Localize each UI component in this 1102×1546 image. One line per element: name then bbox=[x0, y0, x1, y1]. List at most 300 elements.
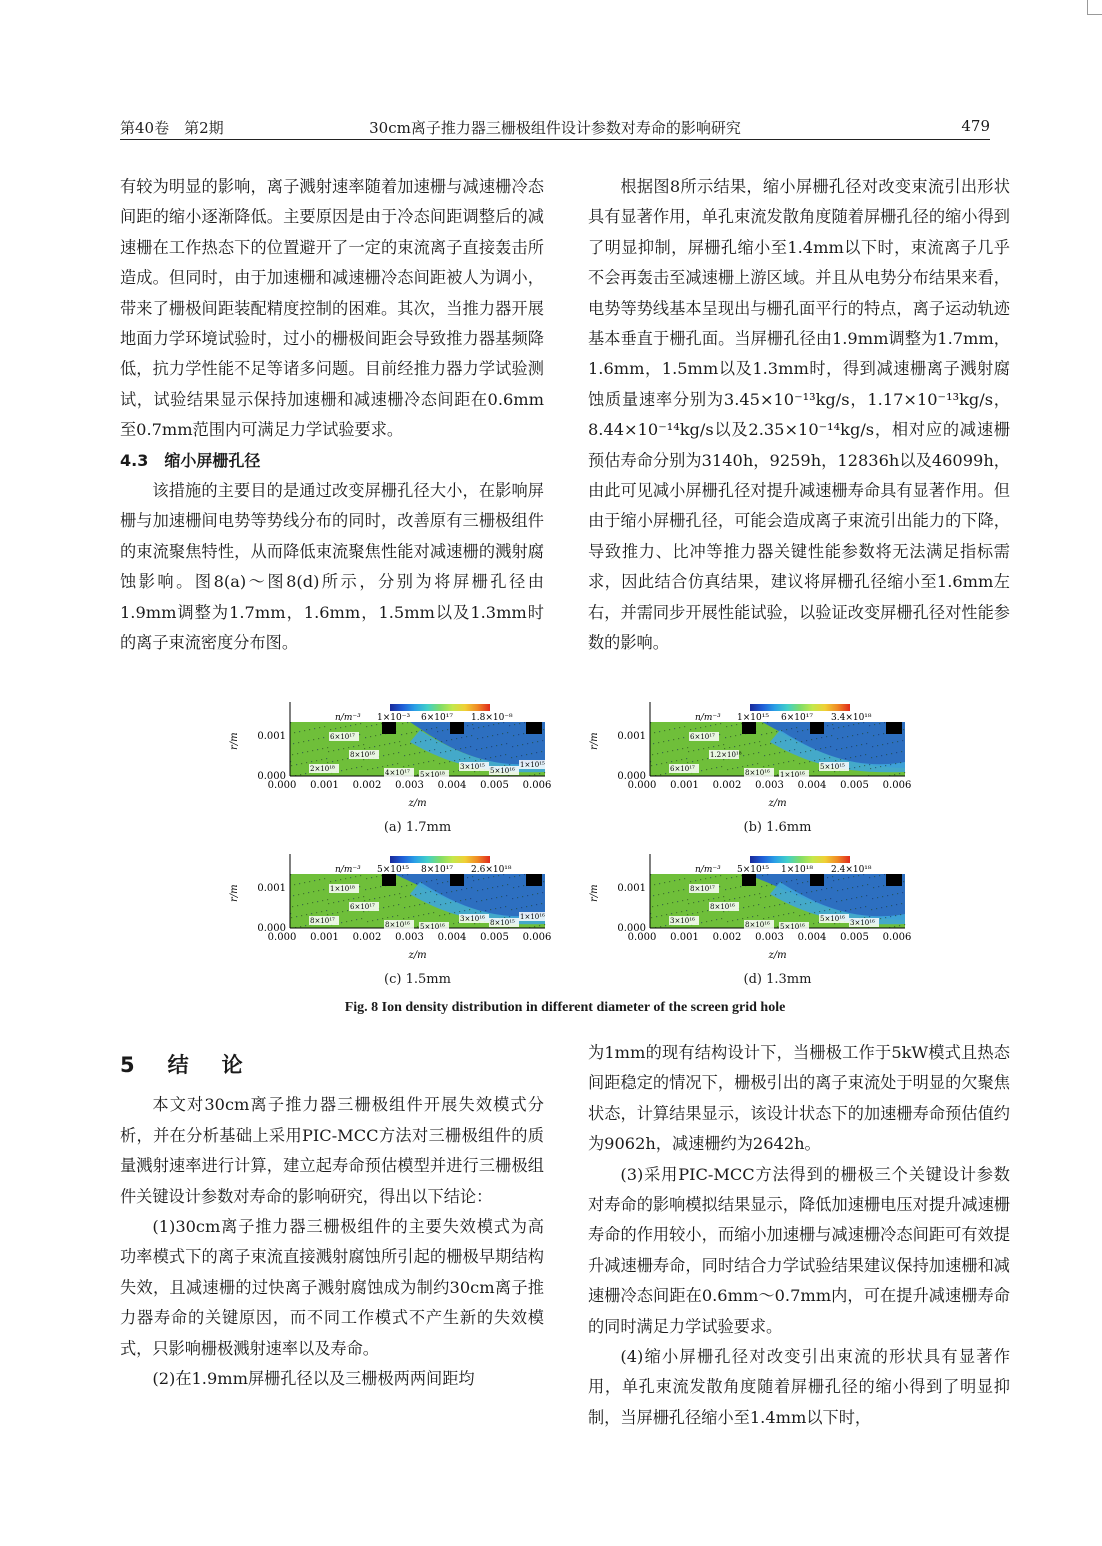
x-tick-label: 0.001 bbox=[310, 932, 339, 943]
particle-dot bbox=[483, 726, 484, 727]
particle-dot bbox=[763, 918, 764, 919]
particle-dot bbox=[488, 877, 489, 878]
particle-dot bbox=[364, 748, 365, 749]
x-tick-label: 0.005 bbox=[840, 780, 869, 791]
particle-dot bbox=[841, 748, 842, 749]
y-axis-label: r/m bbox=[589, 732, 600, 750]
particle-dot bbox=[403, 766, 404, 767]
particle-dot bbox=[762, 723, 763, 724]
particle-dot bbox=[851, 746, 852, 747]
particle-dot bbox=[867, 884, 868, 885]
particle-dot bbox=[437, 883, 438, 884]
particle-dot bbox=[832, 876, 833, 877]
particle-dot bbox=[901, 751, 902, 752]
particle-dot bbox=[729, 747, 730, 748]
particle-dot bbox=[866, 743, 867, 744]
particle-dot bbox=[413, 916, 414, 917]
particle-dot bbox=[511, 757, 512, 758]
particle-dot bbox=[735, 887, 736, 888]
particle-dot bbox=[683, 889, 684, 890]
paragraph: 有较为明显的影响，离子溅射速率随着加速栅与减速栅冷态间距的缩小逐渐降低。主要原因是由于冷态间距调整后的减速栅在工作热态下的位置避开了一定的束流离子直接轰击所造成。但同时，由于加速栅和减速栅冷态间距被人为调小，带来了栅极间距装配精度控制的困难。其次，当推力器开展地面力学环境试验时，过小的栅极间距会导致推力器基频降低，抗力学性能不足等诸多问题。目前经推力器力学试验测试，试验结果显示保持加速栅和减速栅冷态间距在0.6mm至0.7mm范围内可满足力学试验要求。 bbox=[120, 177, 544, 440]
particle-dot bbox=[899, 925, 900, 926]
particle-dot bbox=[713, 898, 714, 899]
particle-dot bbox=[788, 913, 789, 914]
contour-label: 6×10¹⁷ bbox=[690, 733, 715, 741]
screen-grid-block bbox=[382, 722, 396, 734]
particle-dot bbox=[665, 773, 666, 774]
particle-dot bbox=[748, 754, 749, 755]
particle-dot bbox=[860, 755, 861, 756]
particle-dot bbox=[698, 901, 699, 902]
figure-caption: Fig. 8 Ion density distribution in different diameter of the screen grid hole bbox=[344, 1000, 786, 1015]
contour-label: 5×10¹⁵ bbox=[820, 763, 845, 771]
contour-label: 8×10¹⁶ bbox=[710, 903, 735, 911]
particle-dot bbox=[895, 763, 896, 764]
particle-dot bbox=[322, 900, 323, 901]
particle-dot bbox=[664, 730, 665, 731]
particle-dot bbox=[693, 750, 694, 751]
particle-dot bbox=[431, 880, 432, 881]
particle-dot bbox=[824, 758, 825, 759]
particle-dot bbox=[475, 760, 476, 761]
particle-dot bbox=[900, 762, 901, 763]
paragraph: 根据图8所示结果，缩小屏栅孔径对改变束流引出形状具有显著作用，单孔束流发散角度随着屏栅孔径的缩小得到了明显抑制，屏栅孔缩小至1.4mm以下时，束流离子几乎不会再轰击至减速栅上游区域。并且从电势分布结果来看，电势等势线基本呈现出与栅孔面平行的特点，离子运动轨迹基本垂直于栅孔面。当屏栅孔径由1.9mm调整为1.7mm，1.6mm，1.5mm以及1.3mm时，得到减速栅离子溅射腐蚀质量速率分别为3.45×10⁻¹³kg/s，1.17×10⁻¹³kg/s，8.44×10⁻¹⁴kg/s以及2.35×10⁻¹⁴kg/s，相对应的减速栅预估寿命分别为3140h，9259h，12836h以及46099h，由此可见减小屏栅孔径对提升减速栅寿命具有显著作用。但由于缩小屏栅孔径，可能会造成离子束流引出能力的下降，导致推力、比冲等推力器关键性能参数将无法满足指标需求，因此结合仿真结果，建议将屏栅孔径缩小至1.6mm左右，并需同步开展性能试验，以验证改变屏栅孔径对性能参数的影响。 bbox=[588, 177, 1010, 653]
particle-dot bbox=[420, 893, 421, 894]
journal-volume: 第40卷 第2期 bbox=[120, 119, 224, 137]
particle-dot bbox=[656, 916, 657, 917]
particle-dot bbox=[672, 750, 673, 751]
particle-dot bbox=[488, 725, 489, 726]
particle-dot bbox=[656, 764, 657, 765]
particle-dot bbox=[824, 910, 825, 911]
particle-dot bbox=[776, 731, 777, 732]
particle-dot bbox=[853, 724, 854, 725]
particle-dot bbox=[837, 738, 838, 739]
particle-dot bbox=[729, 899, 730, 900]
particle-dot bbox=[450, 750, 451, 751]
particle-dot bbox=[719, 734, 720, 735]
particle-dot bbox=[405, 744, 406, 745]
particle-dot bbox=[725, 889, 726, 890]
particle-dot bbox=[307, 903, 308, 904]
particle-dot bbox=[522, 896, 523, 897]
contour-label: 1×10¹⁶ bbox=[780, 771, 805, 779]
contour-label: 5×10¹⁶ bbox=[490, 767, 515, 775]
particle-dot bbox=[541, 751, 542, 752]
particle-dot bbox=[451, 891, 452, 892]
particle-dot bbox=[498, 875, 499, 876]
x-tick-label: 0.001 bbox=[310, 780, 339, 791]
particle-dot bbox=[690, 729, 691, 730]
particle-dot bbox=[719, 886, 720, 887]
colorbar-label: n/m⁻³ bbox=[695, 865, 721, 875]
particle-dot bbox=[303, 741, 304, 742]
particle-dot bbox=[668, 740, 669, 741]
x-tick-label: 0.002 bbox=[712, 780, 742, 791]
particle-dot bbox=[363, 911, 364, 912]
particle-dot bbox=[293, 895, 294, 896]
particle-dot bbox=[805, 903, 806, 904]
particle-dot bbox=[517, 745, 518, 746]
particle-dot bbox=[301, 763, 302, 764]
particle-dot bbox=[748, 906, 749, 907]
particle-dot bbox=[860, 907, 861, 908]
particle-dot bbox=[491, 898, 492, 899]
particle-dot bbox=[526, 906, 527, 907]
particle-dot bbox=[332, 913, 333, 914]
particle-dot bbox=[382, 766, 383, 767]
particle-dot bbox=[328, 903, 329, 904]
particle-dot bbox=[671, 761, 672, 762]
particle-dot bbox=[826, 888, 827, 889]
y-axis-label: r/m bbox=[589, 884, 600, 902]
colorbar-label: 6×10¹⁷ bbox=[421, 713, 453, 723]
particle-dot bbox=[708, 747, 709, 748]
particle-dot bbox=[519, 723, 520, 724]
particle-dot bbox=[796, 879, 797, 880]
particle-dot bbox=[496, 897, 497, 898]
particle-dot bbox=[819, 911, 820, 912]
particle-dot bbox=[835, 760, 836, 761]
particle-dot bbox=[663, 893, 664, 894]
contour-label: 8×10¹⁶ bbox=[350, 751, 375, 759]
particle-dot bbox=[394, 894, 395, 895]
particle-dot bbox=[338, 901, 339, 902]
particle-dot bbox=[415, 742, 416, 743]
particle-dot bbox=[324, 726, 325, 727]
particle-dot bbox=[849, 768, 850, 769]
particle-dot bbox=[372, 920, 373, 921]
particle-dot bbox=[296, 916, 297, 917]
particle-dot bbox=[723, 896, 724, 897]
particle-dot bbox=[665, 925, 666, 926]
particle-dot bbox=[815, 901, 816, 902]
particle-dot bbox=[516, 908, 517, 909]
particle-dot bbox=[743, 907, 744, 908]
particle-dot bbox=[491, 746, 492, 747]
particle-dot bbox=[776, 883, 777, 884]
particle-dot bbox=[667, 903, 668, 904]
particle-dot bbox=[677, 901, 678, 902]
particle-dot bbox=[672, 902, 673, 903]
particle-dot bbox=[383, 755, 384, 756]
particle-dot bbox=[736, 724, 737, 725]
particle-dot bbox=[827, 877, 828, 878]
particle-dot bbox=[492, 887, 493, 888]
particle-dot bbox=[903, 881, 904, 882]
colorbar-label: 6×10¹⁷ bbox=[781, 713, 813, 723]
particle-dot bbox=[666, 762, 667, 763]
particle-dot bbox=[353, 898, 354, 899]
particle-dot bbox=[678, 890, 679, 891]
particle-dot bbox=[869, 725, 870, 726]
particle-dot bbox=[417, 926, 418, 927]
particle-dot bbox=[843, 878, 844, 879]
contour-label: 6×10¹⁷ bbox=[350, 903, 375, 911]
particle-dot bbox=[347, 910, 348, 911]
particle-dot bbox=[314, 880, 315, 881]
particle-dot bbox=[892, 894, 893, 895]
particle-dot bbox=[847, 736, 848, 737]
particle-dot bbox=[398, 904, 399, 905]
x-tick-label: 0.004 bbox=[437, 780, 467, 791]
particle-dot bbox=[810, 902, 811, 903]
particle-dot bbox=[536, 752, 537, 753]
particle-dot bbox=[435, 890, 436, 891]
particle-dot bbox=[726, 878, 727, 879]
particle-dot bbox=[708, 899, 709, 900]
particle-dot bbox=[292, 906, 293, 907]
y-tick-label: 0.001 bbox=[257, 731, 286, 742]
particle-dot bbox=[470, 898, 471, 899]
particle-dot bbox=[304, 882, 305, 883]
particle-dot bbox=[518, 886, 519, 887]
particle-dot bbox=[660, 926, 661, 927]
particle-dot bbox=[658, 894, 659, 895]
particle-dot bbox=[477, 890, 478, 891]
particle-dot bbox=[874, 876, 875, 877]
y-tick-label: 0.000 bbox=[617, 923, 646, 934]
right-column-top bbox=[588, 172, 1010, 659]
particle-dot bbox=[501, 896, 502, 897]
particle-dot bbox=[830, 746, 831, 747]
particle-dot bbox=[891, 905, 892, 906]
particle-dot bbox=[505, 754, 506, 755]
particle-dot bbox=[532, 894, 533, 895]
particle-dot bbox=[861, 744, 862, 745]
particle-dot bbox=[342, 911, 343, 912]
colorbar-label: n/m⁻³ bbox=[695, 713, 721, 723]
particle-dot bbox=[411, 732, 412, 733]
particle-dot bbox=[326, 758, 327, 759]
particle-dot bbox=[883, 885, 884, 886]
particle-dot bbox=[875, 767, 876, 768]
particle-dot bbox=[890, 764, 891, 765]
particle-dot bbox=[513, 887, 514, 888]
particle-dot bbox=[687, 747, 688, 748]
particle-dot bbox=[377, 767, 378, 768]
particle-dot bbox=[687, 914, 688, 915]
particle-dot bbox=[293, 743, 294, 744]
particle-dot bbox=[806, 892, 807, 893]
particle-dot bbox=[855, 908, 856, 909]
particle-dot bbox=[296, 764, 297, 765]
particle-dot bbox=[323, 889, 324, 890]
running-header bbox=[120, 117, 990, 140]
particle-dot bbox=[343, 900, 344, 901]
particle-dot bbox=[542, 740, 543, 741]
particle-dot bbox=[821, 737, 822, 738]
particle-dot bbox=[449, 761, 450, 762]
particle-dot bbox=[361, 918, 362, 919]
particle-dot bbox=[676, 912, 677, 913]
particle-dot bbox=[764, 907, 765, 908]
particle-dot bbox=[777, 774, 778, 775]
particle-dot bbox=[758, 752, 759, 753]
particle-dot bbox=[687, 899, 688, 900]
particle-dot bbox=[857, 886, 858, 887]
particle-dot bbox=[657, 905, 658, 906]
particle-dot bbox=[532, 742, 533, 743]
particle-dot bbox=[493, 876, 494, 877]
particle-dot bbox=[682, 748, 683, 749]
particle-dot bbox=[677, 749, 678, 750]
particle-dot bbox=[766, 885, 767, 886]
particle-dot bbox=[299, 883, 300, 884]
particle-dot bbox=[524, 722, 525, 723]
particle-dot bbox=[876, 756, 877, 757]
paragraph: (2)在1.9mm屏栅孔径以及三栅极两两间距均 bbox=[152, 1369, 475, 1389]
particle-dot bbox=[667, 751, 668, 752]
particle-dot bbox=[702, 759, 703, 760]
particle-dot bbox=[367, 769, 368, 770]
particle-dot bbox=[904, 772, 905, 773]
particle-dot bbox=[372, 768, 373, 769]
particle-dot bbox=[698, 749, 699, 750]
particle-dot bbox=[402, 875, 403, 876]
particle-dot bbox=[781, 882, 782, 883]
particle-dot bbox=[813, 771, 814, 772]
particle-dot bbox=[347, 758, 348, 759]
particle-dot bbox=[485, 910, 486, 911]
particle-dot bbox=[902, 740, 903, 741]
particle-dot bbox=[838, 879, 839, 880]
particle-dot bbox=[774, 753, 775, 754]
particle-dot bbox=[678, 738, 679, 739]
particle-dot bbox=[436, 727, 437, 728]
particle-dot bbox=[360, 723, 361, 724]
particle-dot bbox=[780, 893, 781, 894]
particle-dot bbox=[797, 731, 798, 732]
particle-dot bbox=[351, 768, 352, 769]
particle-dot bbox=[426, 729, 427, 730]
particle-dot bbox=[309, 729, 310, 730]
particle-dot bbox=[758, 904, 759, 905]
subfigure-caption: (c) 1.5mm bbox=[384, 972, 451, 987]
particle-dot bbox=[308, 892, 309, 893]
particle-dot bbox=[807, 729, 808, 730]
colorbar bbox=[390, 704, 490, 711]
particle-dot bbox=[388, 906, 389, 907]
particle-dot bbox=[312, 750, 313, 751]
particle-dot bbox=[706, 769, 707, 770]
particle-dot bbox=[663, 741, 664, 742]
particle-dot bbox=[472, 876, 473, 877]
particle-dot bbox=[711, 920, 712, 921]
x-tick-label: 0.003 bbox=[395, 932, 424, 943]
particle-dot bbox=[363, 759, 364, 760]
particle-dot bbox=[318, 738, 319, 739]
particle-dot bbox=[341, 770, 342, 771]
particle-dot bbox=[456, 738, 457, 739]
particle-dot bbox=[379, 745, 380, 746]
particle-dot bbox=[471, 887, 472, 888]
particle-dot bbox=[423, 762, 424, 763]
x-tick-label: 0.000 bbox=[267, 780, 297, 791]
particle-dot bbox=[502, 733, 503, 734]
particle-dot bbox=[319, 879, 320, 880]
decel-grid-block bbox=[886, 722, 902, 734]
particle-dot bbox=[451, 739, 452, 740]
particle-dot bbox=[786, 881, 787, 882]
particle-dot bbox=[298, 894, 299, 895]
particle-dot bbox=[832, 724, 833, 725]
particle-dot bbox=[364, 900, 365, 901]
particle-dot bbox=[795, 738, 796, 739]
particle-dot bbox=[401, 886, 402, 887]
particle-dot bbox=[740, 734, 741, 735]
particle-dot bbox=[478, 727, 479, 728]
particle-dot bbox=[873, 887, 874, 888]
particle-dot bbox=[883, 733, 884, 734]
x-axis-label: z/m bbox=[408, 798, 427, 809]
particle-dot bbox=[705, 878, 706, 879]
particle-dot bbox=[887, 743, 888, 744]
particle-dot bbox=[894, 774, 895, 775]
x-axis-label: z/m bbox=[768, 950, 787, 961]
particle-dot bbox=[705, 726, 706, 727]
particle-dot bbox=[727, 769, 728, 770]
particle-dot bbox=[441, 893, 442, 894]
particle-dot bbox=[797, 883, 798, 884]
x-tick-label: 0.002 bbox=[352, 932, 382, 943]
particle-dot bbox=[522, 744, 523, 745]
particle-dot bbox=[666, 914, 667, 915]
particle-dot bbox=[718, 745, 719, 746]
page-corner-mark bbox=[1087, 0, 1102, 15]
subfigure-caption: (a) 1.7mm bbox=[383, 820, 452, 835]
particle-dot bbox=[374, 746, 375, 747]
particle-dot bbox=[814, 760, 815, 761]
particle-dot bbox=[858, 723, 859, 724]
particle-dot bbox=[688, 903, 689, 904]
particle-dot bbox=[348, 899, 349, 900]
particle-dot bbox=[885, 765, 886, 766]
particle-dot bbox=[414, 753, 415, 754]
colorbar-label: 1×10¹⁵ bbox=[737, 713, 769, 723]
particle-dot bbox=[474, 771, 475, 772]
particle-dot bbox=[732, 768, 733, 769]
particle-dot bbox=[406, 885, 407, 886]
particle-dot bbox=[359, 734, 360, 735]
particle-dot bbox=[480, 911, 481, 912]
particle-dot bbox=[852, 735, 853, 736]
particle-dot bbox=[897, 741, 898, 742]
particle-dot bbox=[430, 891, 431, 892]
particle-dot bbox=[389, 743, 390, 744]
particle-dot bbox=[387, 917, 388, 918]
particle-dot bbox=[419, 752, 420, 753]
colorbar-label: 5×10¹⁵ bbox=[737, 865, 769, 875]
particle-dot bbox=[440, 904, 441, 905]
particle-dot bbox=[752, 916, 753, 917]
particle-dot bbox=[536, 904, 537, 905]
particle-dot bbox=[830, 898, 831, 899]
paragraph: 本文对30cm离子推力器三栅极组件开展失效模式分析，并在分析基础上采用PIC-MCC方法对三栅极组件的质量溅射速率进行计算，建立起寿命预估模型并进行三栅极组件关键设计参数对寿命的影响研究，得出以下结论： bbox=[120, 1095, 544, 1206]
paragraph: 该措施的主要目的是通过改变屏栅孔径大小，在影响屏栅与加速栅间电势等势线分布的同时，改善原有三栅极组件的束流聚焦特性，从而降低束流聚焦性能对减速栅的溅射腐蚀影响。图8(a)～图8(d)所示，分别为将屏栅孔径由1.9mm调整为1.7mm，1.6mm，1.5mm以及1.3mm时的离子束流密度分布图。 bbox=[120, 481, 544, 653]
colorbar bbox=[750, 704, 850, 711]
particle-dot bbox=[369, 747, 370, 748]
particle-dot bbox=[759, 893, 760, 894]
particle-dot bbox=[321, 759, 322, 760]
particle-dot bbox=[777, 926, 778, 927]
particle-dot bbox=[900, 914, 901, 915]
particle-dot bbox=[358, 745, 359, 746]
particle-dot bbox=[342, 759, 343, 760]
particle-dot bbox=[359, 886, 360, 887]
particle-dot bbox=[447, 881, 448, 882]
particle-dot bbox=[335, 880, 336, 881]
